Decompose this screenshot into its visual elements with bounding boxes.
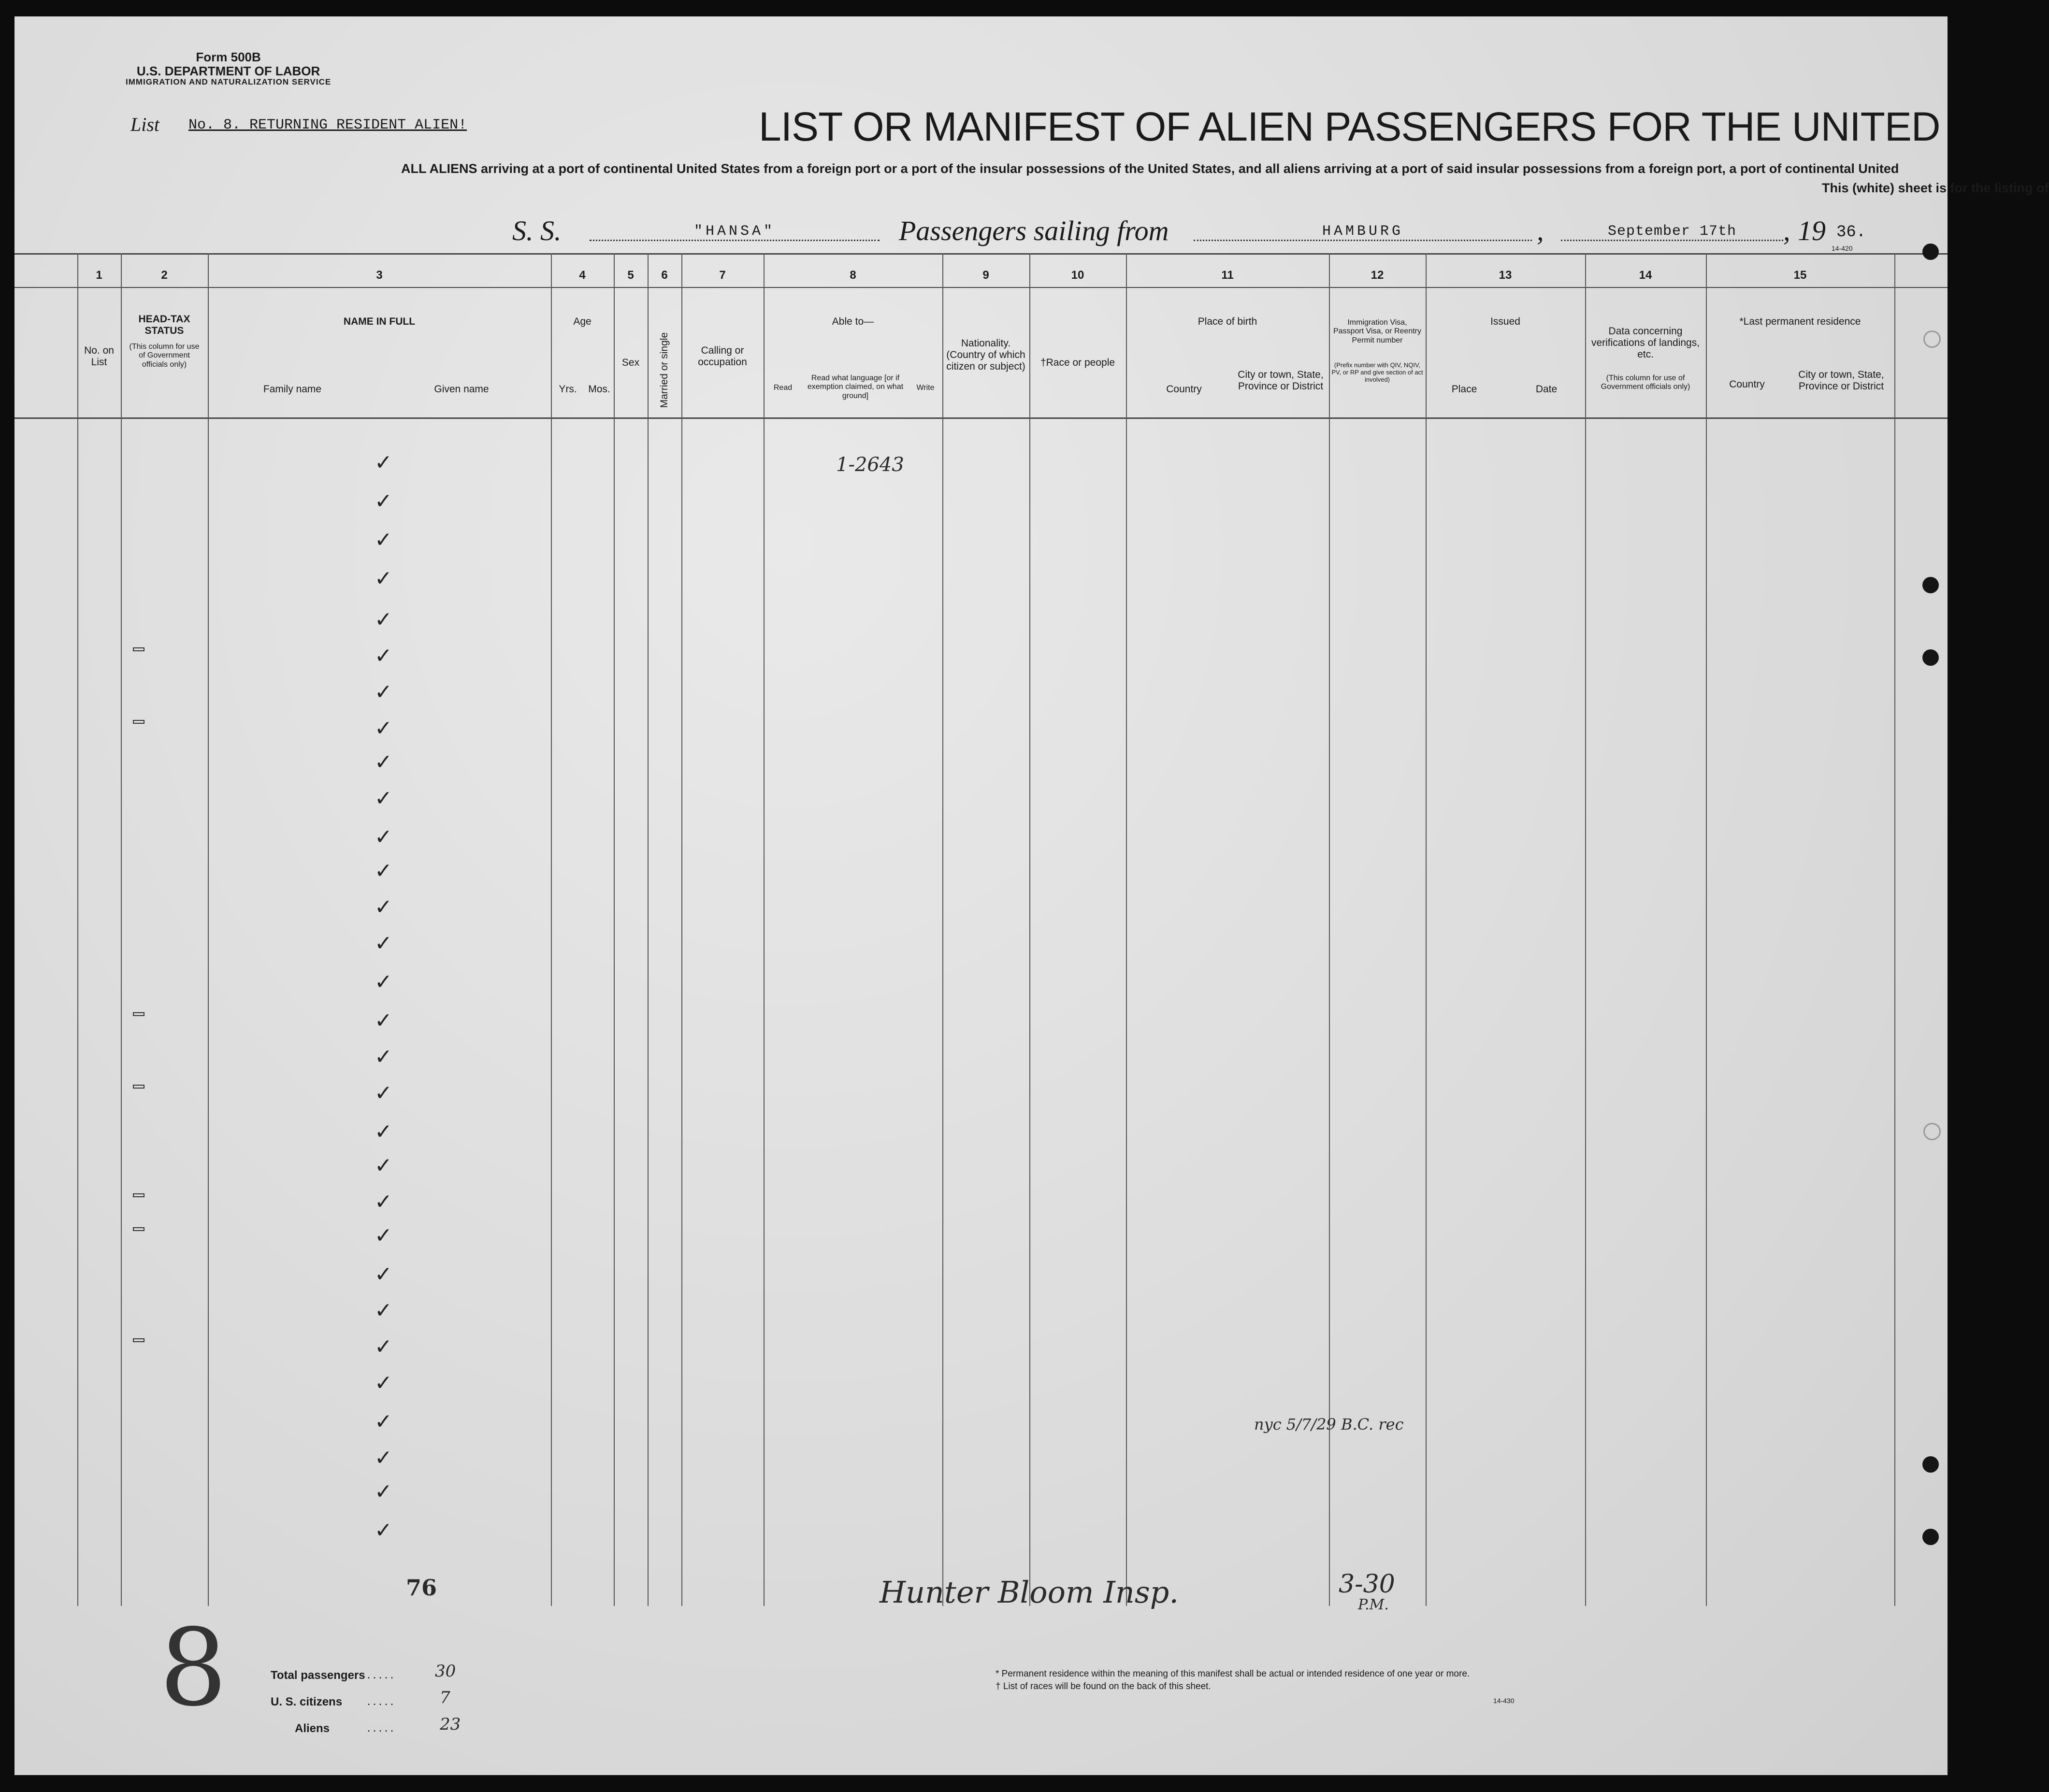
check-mark-icon: ✓ — [375, 489, 392, 514]
hdr-verifications-note: (This column for use of Government officials only) — [1601, 374, 1690, 391]
hdr-issued-place: Place — [1451, 384, 1477, 395]
sailing-date: September 17th — [1561, 223, 1783, 241]
hdr-sex: Sex — [621, 357, 640, 368]
service: IMMIGRATION AND NATURALIZATION SERVICE — [126, 77, 332, 87]
footnote-residence: * Permanent residence within the meaning of this manifest shall be actual or intended residence of one year or more. — [996, 1669, 1470, 1679]
check-mark-icon: ✓ — [375, 750, 392, 774]
head-tax-stamp — [133, 1193, 144, 1197]
hdr-given-name: Given name — [434, 384, 489, 395]
check-mark-icon: ✓ — [375, 1446, 392, 1470]
hdr-yrs: Yrs. — [559, 384, 577, 395]
hdr-write: Write — [916, 384, 935, 392]
hdr-birth-country: Country — [1166, 384, 1202, 395]
colnum-8: 8 — [850, 269, 856, 282]
check-mark-icon: ✓ — [375, 1518, 392, 1543]
colnum-rule — [14, 287, 1948, 288]
page-number: 76 — [406, 1575, 437, 1601]
colnum-14: 14 — [1639, 269, 1652, 282]
check-mark-icon: ✓ — [375, 786, 392, 811]
binder-hole — [1922, 649, 1939, 666]
colnum-10: 10 — [1071, 269, 1084, 282]
ship-name: "HANSA" — [590, 223, 880, 241]
form-identifier — [126, 50, 331, 87]
hdr-able-to: Able to— — [832, 316, 874, 327]
binder-hole — [1923, 330, 1941, 348]
check-mark-icon: ✓ — [375, 1479, 392, 1504]
check-mark-icon: ✓ — [375, 970, 392, 994]
check-mark-icon: ✓ — [375, 716, 392, 741]
handwritten-note: nyc 5/7/29 B.C. rec — [1254, 1415, 1404, 1434]
colnum-1: 1 — [96, 269, 102, 282]
hdr-res-city: City or town, State, Province or District — [1798, 369, 1884, 392]
manifest-sheet: Form 500B U.S. DEPARTMENT OF LABOR IMMIGRATION AND NATURALIZATION SERVICE List No. 8. RETURNING RESIDENT ALIEN! LIST OR MANIFEST OF ALIEN PASSENGERS FOR THE UNITED ALL ALIENS arriving at a port of continental United States from a foreign port or a port of the insular possessions of the United States, and all aliens arriving at a port of said insular possessions from a foreign port, a port of continental United This (white) sheet is for the listing of S. S. "HANSA" Passengers sailing from HAMBURG , September 17th , 19 36. 14-420 1 2 3 4 5 6 7 8 9 10 11 12 13 14 15 No. on List HEAD-TAX STATUS (This column for use of Government officials only) NAME IN FULL Family name Given name Age Yrs. Mos. Sex Married or single Calling or occupation Able to— Read Read what language [or if exemption claimed, on what ground] Write Nationality. (Country of which citizen or subject) †Race or people Place of birth Country City or town, State, Province or District Immigration Visa, Passport Visa, or Reentry Permit number (Prefix number with QIV, NQIV, PV, or RP and give section of act involved) Issued Place Date Data concerning verifications of landings, etc. (This column for use of Government officials only) *Last permanent residence Country City or town, State, Province or District ✓ ✓ ✓ ✓ ✓ ✓ ✓ ✓ ✓ ✓ ✓ ✓ ✓ ✓ ✓ ✓ ✓ ✓ ✓ ✓ ✓ ✓ ✓ ✓ ✓ ✓ ✓ ✓ ✓ ✓ 1-2643 nyc 5/7/29 B.C. rec 76 Hunter Bloom Insp. 3-30 P.M. 8 Total passengers . . . . . 30 U. S. citizens . . . . . 7 Aliens . . . . . 23 * Permanent residence within the meaning of this manifest shall be actual or intended residence of one year or more. † List of races will be found on the back of this sheet. 14-430 — [14, 16, 1948, 1775]
hdr-visa-note: (Prefix number with QIV, NQIV, PV, or RP and give section of act involved) — [1331, 361, 1423, 383]
hdr-family-name: Family name — [263, 384, 322, 395]
hdr-age: Age — [573, 316, 592, 327]
colnum-2: 2 — [161, 269, 168, 282]
hdr-read: Read — [773, 384, 793, 392]
colnum-5: 5 — [627, 269, 634, 282]
column-header-rule — [14, 417, 1948, 419]
handwritten-number: 1-2643 — [836, 454, 904, 476]
total-passengers-label: Total passengers — [271, 1669, 365, 1682]
check-mark-icon: ✓ — [375, 644, 392, 668]
check-mark-icon: ✓ — [375, 1298, 392, 1323]
colnum-15: 15 — [1793, 269, 1807, 282]
colnum-13: 13 — [1499, 269, 1512, 282]
check-mark-icon: ✓ — [375, 1371, 392, 1395]
footnote-races: † List of races will be found on the back of this sheet. — [996, 1681, 1211, 1692]
head-tax-stamp — [133, 720, 144, 724]
binder-hole — [1922, 244, 1939, 260]
check-mark-icon: ✓ — [375, 680, 392, 704]
footer-code: 14-430 — [1493, 1697, 1515, 1705]
check-mark-icon: ✓ — [375, 895, 392, 919]
hdr-name-in-full: NAME IN FULL — [343, 316, 416, 327]
hdr-read-language: Read what language [or if exemption claimed, on what ground] — [807, 374, 904, 400]
year-suffix: 36. — [1836, 223, 1866, 242]
total-passengers-value: 30 — [435, 1662, 456, 1681]
aliens-label: Aliens — [295, 1722, 330, 1735]
hdr-last-residence: *Last permanent residence — [1739, 316, 1861, 327]
department: U.S. DEPARTMENT OF LABOR — [136, 63, 320, 78]
hdr-nationality: Nationality. (Country of which citizen or subject) — [946, 338, 1025, 373]
binder-hole — [1922, 1456, 1939, 1473]
list-value: No. 8. RETURNING RESIDENT ALIEN! — [188, 117, 467, 133]
header-rule — [14, 253, 1948, 255]
head-tax-stamp — [133, 1338, 144, 1342]
subtitle-line-2: This (white) sheet is for the listing of — [1822, 181, 2049, 195]
hdr-issued-date: Date — [1535, 384, 1558, 395]
check-mark-icon: ✓ — [375, 825, 392, 849]
binder-hole — [1923, 1123, 1941, 1140]
colnum-9: 9 — [982, 269, 989, 282]
hdr-verifications: Data concerning verifications of landings, etc. — [1591, 326, 1700, 360]
handwritten-time: 3-30 — [1339, 1570, 1395, 1599]
form-number: Form 500B — [196, 50, 261, 64]
colnum-4: 4 — [579, 269, 586, 282]
hdr-head-tax-note: (This column for use of Government officials only) — [129, 343, 200, 369]
hdr-race: †Race or people — [1040, 357, 1115, 368]
page-title: LIST OR MANIFEST OF ALIEN PASSENGERS FOR THE UNITED — [759, 104, 1940, 149]
hdr-married: Married or single — [658, 332, 670, 408]
check-mark-icon: ✓ — [375, 528, 392, 552]
subtitle-line-1: ALL ALIENS arriving at a port of continental United States from a foreign port or a port of the insular possessions of the United States, and all aliens arriving at a port of said insular possessions from a foreign port, a port of continental United — [401, 161, 1899, 176]
list-label: List — [130, 114, 160, 135]
year-prefix: 19 — [1798, 215, 1826, 246]
hdr-no-on-list: No. on List — [84, 345, 114, 368]
check-mark-icon: ✓ — [375, 859, 392, 883]
hdr-res-country: Country — [1729, 379, 1765, 390]
binder-hole — [1922, 577, 1939, 593]
head-tax-stamp — [133, 1227, 144, 1231]
check-mark-icon: ✓ — [375, 1081, 392, 1105]
us-citizens-label: U. S. citizens — [271, 1695, 343, 1708]
hdr-visa: Immigration Visa, Passport Visa, or Reentry Permit number — [1333, 318, 1421, 344]
colnum-3: 3 — [376, 269, 383, 282]
check-mark-icon: ✓ — [375, 1334, 392, 1359]
hdr-birth-city: City or town, State, Province or District — [1238, 369, 1324, 392]
colnum-6: 6 — [661, 269, 668, 282]
hdr-place-of-birth: Place of birth — [1198, 316, 1257, 327]
check-mark-icon: ✓ — [375, 1008, 392, 1033]
large-handwritten-8: 8 — [159, 1606, 227, 1730]
check-mark-icon: ✓ — [375, 1119, 392, 1144]
binder-hole — [1922, 1529, 1939, 1545]
check-mark-icon: ✓ — [375, 1190, 392, 1214]
hdr-issued: Issued — [1490, 316, 1520, 327]
check-mark-icon: ✓ — [375, 450, 392, 475]
colnum-7: 7 — [719, 269, 726, 282]
sailing-label: Passengers sailing from — [899, 215, 1169, 246]
check-mark-icon: ✓ — [375, 1223, 392, 1248]
port-name: HAMBURG — [1194, 223, 1532, 241]
head-tax-stamp — [133, 1085, 144, 1089]
check-mark-icon: ✓ — [375, 1262, 392, 1287]
corner-code: 14-420 — [1832, 244, 1853, 252]
inspector-signature: Hunter Bloom Insp. — [880, 1575, 1179, 1610]
aliens-value: 23 — [440, 1715, 461, 1734]
hdr-calling: Calling or occupation — [698, 345, 747, 368]
head-tax-stamp — [133, 647, 144, 651]
check-mark-icon: ✓ — [375, 1045, 392, 1069]
check-mark-icon: ✓ — [375, 607, 392, 632]
hdr-head-tax: HEAD-TAX STATUS — [138, 314, 190, 337]
colnum-11: 11 — [1221, 269, 1234, 282]
ss-label: S. S. — [512, 215, 562, 246]
head-tax-stamp — [133, 1012, 144, 1016]
hdr-mos: Mos. — [588, 384, 610, 395]
check-mark-icon: ✓ — [375, 1153, 392, 1178]
us-citizens-value: 7 — [440, 1688, 450, 1707]
check-mark-icon: ✓ — [375, 931, 392, 956]
colnum-12: 12 — [1371, 269, 1384, 282]
handwritten-pm: P.M. — [1358, 1596, 1389, 1613]
check-mark-icon: ✓ — [375, 1409, 392, 1434]
check-mark-icon: ✓ — [375, 566, 392, 591]
